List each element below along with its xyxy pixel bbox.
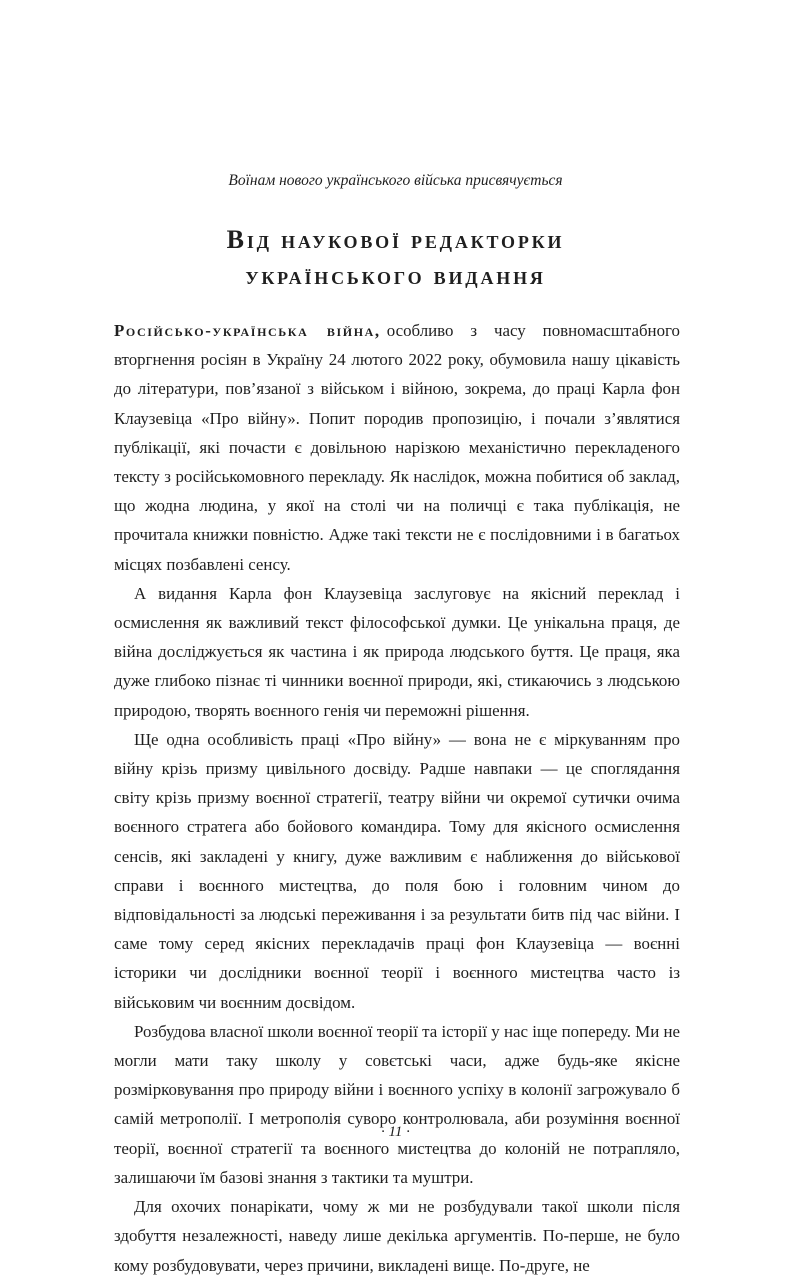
paragraph-1 (114, 316, 680, 579)
paragraph-2: А видання Карла фон Клаузевіца заслуговує на якісний переклад і осмислення як важливий текст філософської думки. Це унікальна праця, де війна досліджується як частина і як природа людського буття. Це праця, яка дуже глибоко пізнає ті чинники воєнної природи, які, стикаючись з людською природою, творять воєнного генія чи переможні рішення. (114, 583, 680, 720)
lead-in: Російсько-українська війна, (114, 321, 381, 340)
paragraph-3: Ще одна особливість праці «Про війну» — вона не є міркуванням про війну крізь призму цивільного досвіду. Радше навпаки — це споглядання світу крізь призму воєнної стратегії, театру війни чи окремої сутички очима воєнного стратега або бойового командира. Тому для якісного осмислення сенсів, які закладені у книгу, дуже важливим є наближення до військової справи і воєнного мистецтва, до поля бою і головним чином до відповідальності за людські переживання і за результати битв під час війни. І саме тому серед якісних перекладачів праці фон Клаузевіца — воєнні історики чи дослідники воєнної теорії і воєнного мистецтва часто із військовим чи воєнним досвідом. (114, 729, 680, 1012)
page-number: · 11 · (381, 1124, 410, 1140)
chapter-title-line-2: українського видання (245, 261, 546, 290)
chapter-title (0, 222, 791, 294)
paragraph-4: Розбудова власної школи воєнної теорії та історії у нас іще попереду. Ми не могли мати таку школу у совєтські часи, адже будь-яке якісне розмірковування про природу війни і воєнного успіху в колонії загрожувало б самій метрополії. І метрополія суворо контролювала, аби розуміння воєнної теорії, воєнної стратегії та воєнного мистецтва до колоній не потрапляло, залишаючи їм базові знання з тактики та муштри. (114, 1021, 680, 1187)
chapter-title-line-1: Від наукової редакторки (226, 225, 565, 254)
paragraph-5: Для охочих понарікати, чому ж ми не розбудували такої школи після здобуття незалежності, наведу лише декілька аргументів. По-перше, не було кому розбудовувати, через причини, викладені вище. По-друге, не (114, 1197, 680, 1275)
dedication: Воїнам нового українського війська присвячується (228, 172, 563, 189)
paragraph-1-text: особливо з часу повномасштабного вторгнення росіян в Україну 24 лютого 2022 року, обумовила нашу цікавість до літератури, пов’язаної з військом і війною, зокрема, до праці Карла фон Клаузевіца «Про війну». Попит породив пропозицію, і почали з’являтися публікації, які почасти є довільною нарізкою механістично перекладеного тексту з російськомовного перекладу. Як наслідок, можна побитися об заклад, що жодна людина, у якої на столі чи на поличці є така публікація, не прочитала книжки повністю. Адже такі тексти не є послідовними і в багатьох місцях позбавлені сенсу. (114, 321, 680, 574)
